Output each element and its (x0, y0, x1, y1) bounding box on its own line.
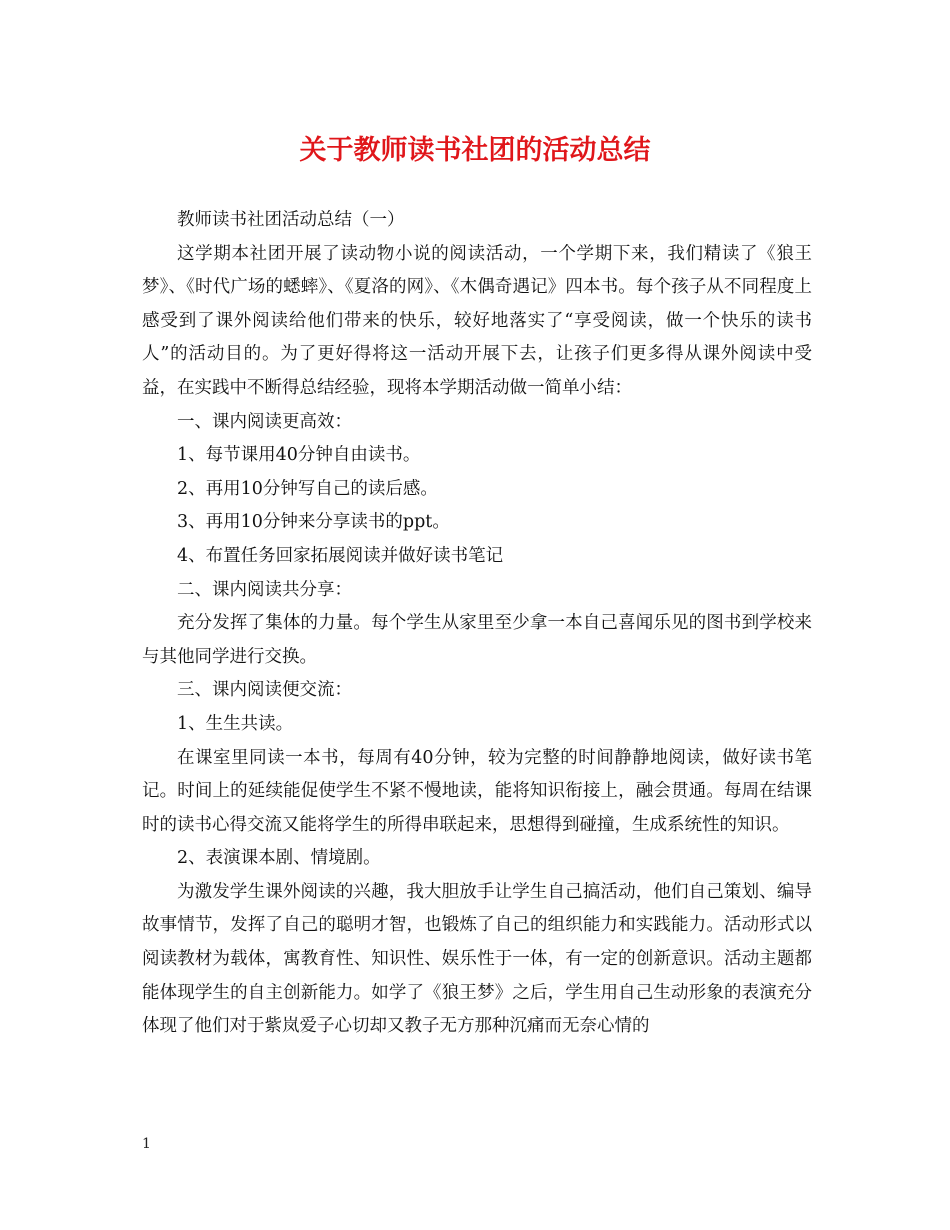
list-item: 3、再用10分钟来分享读书的ppt。 (177, 512, 450, 533)
subsection-heading: 1、生生共读。 (177, 713, 294, 734)
paragraph: 充分发挥了集体的力量。每个学生从家里至少拿一本自己喜闻乐见的图书到学校来与其他同学进行交换。 (142, 613, 812, 667)
paragraph-intro: 这学期本社团开展了读动物小说的阅读活动，一个学期下来，我们精读了《狼王梦》、《时代广场的蟋蟀》、《夏洛的网》、《木偶奇遇记》四本书。每个孩子从不同程度上感受到了课外阅读给他们带来的快乐，较好地落实了“享受阅读，做一个快乐的读书人”的活动目的。为了更好得将这一活动开展下去，让孩子们更多得从课外阅读中受益，在实践中不断得总结经验，现将本学期活动做一简单小结： (142, 243, 812, 398)
section-heading-2: 二、课内阅读共分享： (177, 579, 352, 600)
page-number: 1 (142, 1136, 151, 1152)
list-item: 2、再用10分钟写自己的读后感。 (177, 478, 438, 499)
list-item: 1、每节课用40分钟自由读书。 (177, 445, 421, 466)
paragraph-subtitle: 教师读书社团活动总结（一） (177, 210, 405, 230)
subsection-heading: 2、表演课本剧、情境剧。 (177, 848, 381, 869)
paragraph: 为激发学生课外阅读的兴趣，我大胆放手让学生自己搞活动，他们自己策划、编导故事情节，发挥了自己的聪明才智，也锻炼了自己的组织能力和实践能力。活动形式以阅读教材为载体，寓教育性、知识性、娱乐性于一体，有一定的创新意识。活动主题都能体现学生的自主创新能力。如学了《狼王梦》之后，学生用自己生动形象的表演充分体现了他们对于紫岚爱子心切却又教子无方那种沉痛而无奈心情的 (142, 881, 812, 1037)
document-body (142, 204, 812, 1044)
section-heading-3: 三、课内阅读便交流： (177, 680, 352, 701)
paragraph: 在课室里同读一本书，每周有40分钟，较为完整的时间静静地阅读，做好读书笔记。时间上的延续能促使学生不紧不慢地读，能将知识衔接上，融会贯通。每周在结课时的读书心得交流又能将学生的所得串联起来，思想得到碰撞，生成系统性的知识。 (142, 747, 812, 835)
section-heading-1: 一、课内阅读更高效： (177, 411, 352, 432)
document-title: 关于教师读书社团的活动总结 (299, 135, 651, 166)
list-item: 4、布置任务回家拓展阅读并做好读书笔记 (177, 545, 504, 566)
